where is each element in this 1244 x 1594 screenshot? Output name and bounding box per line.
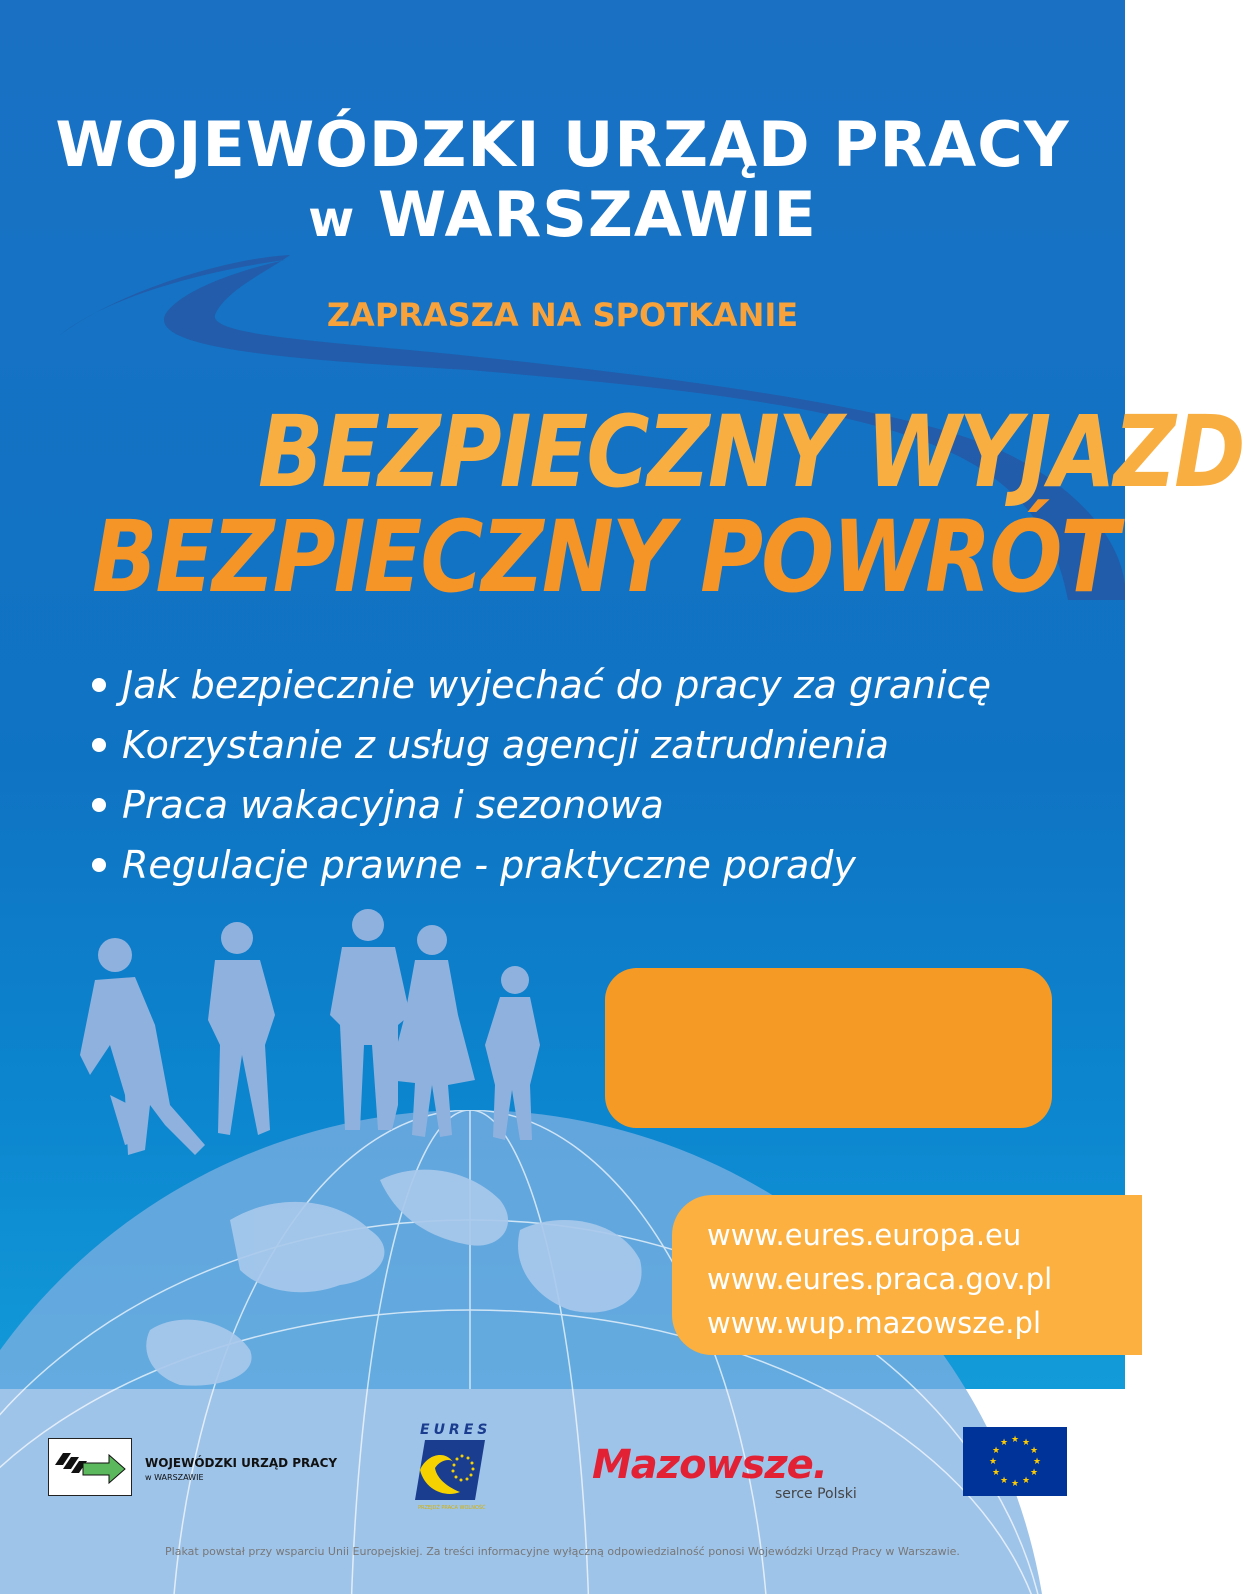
svg-text:★: ★ — [1032, 1457, 1042, 1467]
svg-text:★: ★ — [1021, 1438, 1031, 1448]
eures-logo-tagline: PRZEJDŹ PRACA WOLNOŚĆ — [418, 1505, 486, 1511]
svg-text:★: ★ — [1029, 1446, 1039, 1456]
topic-item — [92, 655, 991, 715]
topic-text: Korzystanie z usług agencji zatrudnienia — [122, 723, 889, 767]
svg-text:★: ★ — [1010, 1479, 1020, 1489]
invite-text: ZAPRASZA NA SPOTKANIE — [326, 296, 799, 334]
eures-logo-word: EURES — [420, 1422, 492, 1438]
svg-text:★: ★ — [999, 1476, 1009, 1486]
wup-arrow-logo — [48, 1438, 132, 1496]
mazowsze-logo-sub: serce Polski — [775, 1486, 857, 1502]
svg-text:★: ★ — [991, 1446, 1001, 1456]
topic-text: Praca wakacyjna i sezonowa — [122, 783, 664, 827]
svg-text:★: ★ — [1010, 1435, 1020, 1445]
header-title-line2 — [0, 178, 1125, 251]
headline-line1: BEZPIECZNY WYJAZD — [258, 395, 1244, 510]
links-list — [707, 1213, 1052, 1345]
svg-text:★: ★ — [991, 1468, 1001, 1478]
eu-flag-icon — [963, 1427, 1067, 1496]
svg-text:★: ★ — [1029, 1468, 1039, 1478]
mazowsze-logo-word: Mazowsze. — [592, 1442, 827, 1488]
topic-text: Jak bezpiecznie wyjechać do pracy za granicę — [122, 663, 991, 707]
bullet-icon — [92, 738, 106, 752]
wup-logo-sub: w WARSZAWIE — [145, 1473, 204, 1482]
svg-text:★: ★ — [988, 1457, 998, 1467]
bullet-icon — [92, 858, 106, 872]
wup-logo-name: WOJEWÓDZKI URZĄD PRACY — [145, 1456, 338, 1470]
eures-hand-logo — [415, 1440, 485, 1500]
topic-list — [92, 655, 991, 895]
wup-arrow-icon — [49, 1439, 131, 1495]
topic-item — [92, 715, 991, 775]
svg-text:★: ★ — [999, 1438, 1009, 1448]
header-title-line1: WOJEWÓDZKI URZĄD PRACY — [55, 108, 1070, 181]
svg-text:★: ★ — [1021, 1476, 1031, 1486]
link-wup-mazowsze[interactable]: www.wup.mazowsze.pl — [707, 1306, 1041, 1340]
header-city: WARSZAWIE — [377, 178, 817, 251]
link-eures-europa[interactable]: www.eures.europa.eu — [707, 1218, 1022, 1252]
footer-disclaimer: Plakat powstał przy wsparciu Unii Europejskiej. Za treści informacyjne wyłączną odpowiedzialność ponosi Wojewódzki Urząd Pracy w Warszawie. — [165, 1545, 960, 1558]
bullet-icon — [92, 798, 106, 812]
topic-text: Regulacje prawne - praktyczne porady — [122, 843, 856, 887]
topic-item — [92, 835, 991, 895]
people-silhouettes — [80, 905, 550, 1165]
info-placeholder-box — [605, 968, 1052, 1128]
bullet-icon — [92, 678, 106, 692]
header-w: w — [308, 190, 356, 248]
headline-line2: BEZPIECZNY POWRÓT — [92, 500, 1118, 615]
link-eures-praca[interactable]: www.eures.praca.gov.pl — [707, 1262, 1053, 1296]
topic-item — [92, 775, 991, 835]
